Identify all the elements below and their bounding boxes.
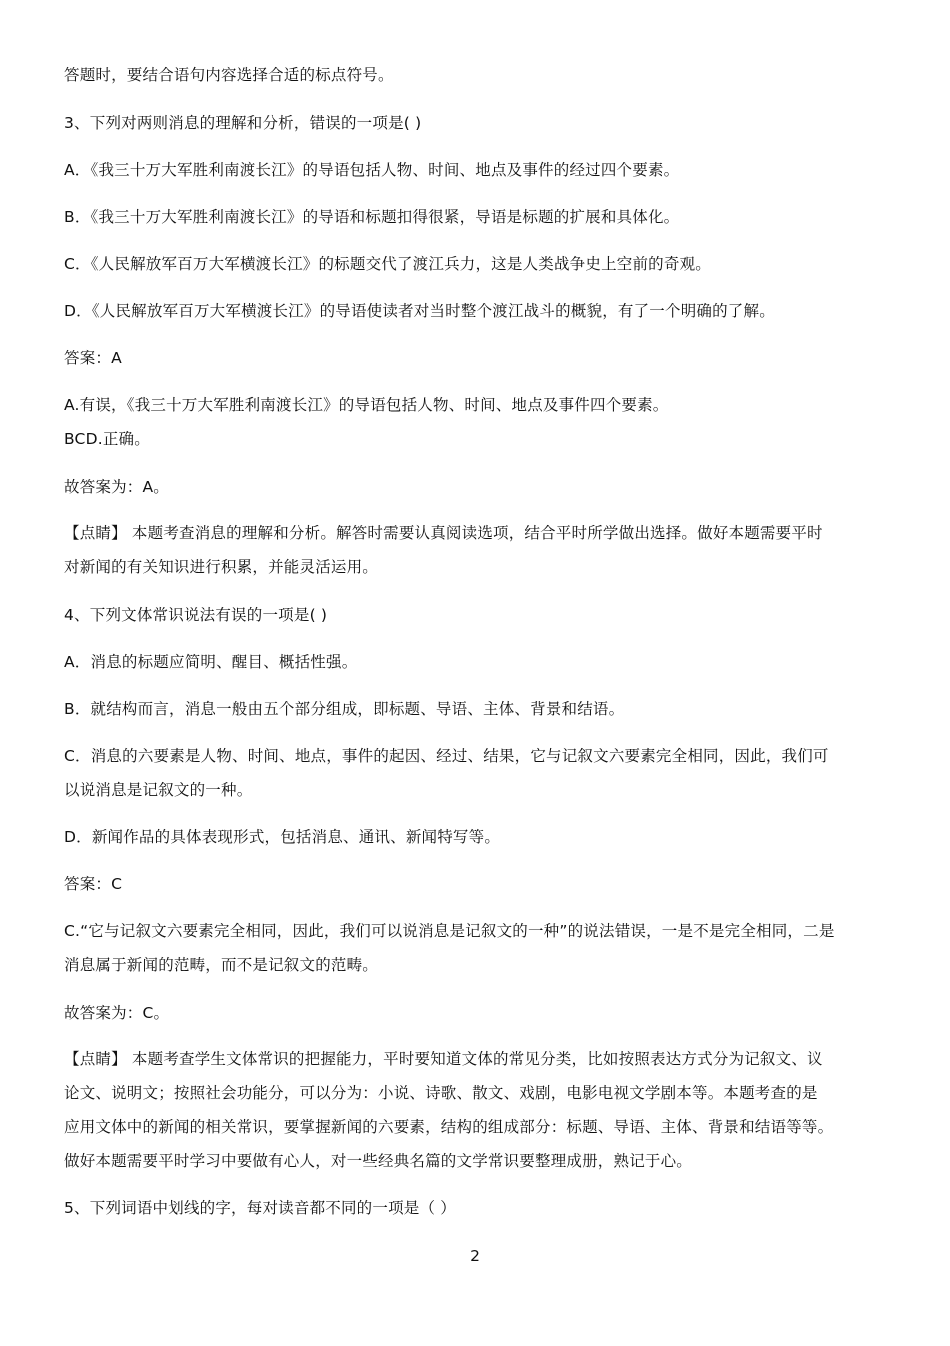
question-4-conclusion: 故答案为：C。	[64, 1004, 170, 1022]
question-3-note: 【点睛】 本题考查消息的理解和分析。解答时需要认真阅读选项，结合平时所学做出选择。做好本题需要平时	[64, 524, 823, 542]
question-3-option-c: C．《人民解放军百万大军横渡长江》的标题交代了渡江兵力，这是人类战争史上空前的奇观。	[64, 255, 711, 273]
question-4-note: 做好本题需要平时学习中要做有心人，对一些经典名篇的文学常识要整理成册，熟记于心。	[64, 1152, 693, 1170]
question-4-note: 【点睛】 本题考查学生文体常识的把握能力，平时要知道文体的常见分类，比如按照表达方式分为记叙文、议	[64, 1050, 823, 1068]
question-3-conclusion: 故答案为：A。	[64, 478, 170, 496]
question-3-option-b: B．《我三十万大军胜利南渡长江》的导语和标题扣得很紧，导语是标题的扩展和具体化。	[64, 208, 680, 226]
question-3-explanation: A.有误，《我三十万大军胜利南渡长江》的导语包括人物、时间、地点及事件四个要素。	[64, 396, 669, 414]
question-4-explanation: C.“它与记叙文六要素完全相同，因此，我们可以说消息是记叙文的一种”的说法错误，一是不是完全相同，二是	[64, 922, 835, 940]
question-3-option-d: D．《人民解放军百万大军横渡长江》的导语使读者对当时整个渡江战斗的概貌，有了一个明确的了解。	[64, 302, 775, 320]
question-4-option-b: B．就结构而言，消息一般由五个部分组成，即标题、导语、主体、背景和结语。	[64, 700, 625, 718]
question-4-option-a: A．消息的标题应简明、醒目、概括性强。	[64, 653, 358, 671]
question-3-option-a: A．《我三十万大军胜利南渡长江》的导语包括人物、时间、地点及事件的经过四个要素。	[64, 161, 680, 179]
question-3-answer: 答案：A	[64, 349, 122, 367]
text-line: 答题时，要结合语句内容选择合适的标点符号。	[64, 66, 394, 84]
question-3-stem: 3、下列对两则消息的理解和分析，错误的一项是( )	[64, 114, 422, 132]
question-4-option-d: D．新闻作品的具体表现形式，包括消息、通讯、新闻特写等。	[64, 828, 501, 846]
question-4-stem: 4、下列文体常识说法有误的一项是( )	[64, 606, 328, 624]
question-3-explanation: BCD.正确。	[64, 430, 150, 448]
question-4-option-c: C．消息的六要素是人物、时间、地点，事件的起因、经过、结果，它与记叙文六要素完全相同，因此，我们可	[64, 747, 829, 765]
page-number: 2	[470, 1247, 480, 1265]
question-4-option-c: 以说消息是记叙文的一种。	[64, 781, 253, 799]
question-5-stem: 5、下列词语中划线的字，每对读音都不同的一项是（ ）	[64, 1199, 456, 1217]
question-4-note: 论文、说明文；按照社会功能分，可以分为：小说、诗歌、散文、戏剧，电影电视文学剧本等。本题考查的是	[64, 1084, 818, 1102]
question-4-explanation: 消息属于新闻的范畴，而不是记叙文的范畴。	[64, 956, 379, 974]
question-3-note: 对新闻的有关知识进行积累，并能灵活运用。	[64, 558, 379, 576]
question-4-answer: 答案：C	[64, 875, 123, 893]
question-4-note: 应用文体中的新闻的相关常识，要掌握新闻的六要素，结构的组成部分：标题、导语、主体、背景和结语等等。	[64, 1118, 834, 1136]
